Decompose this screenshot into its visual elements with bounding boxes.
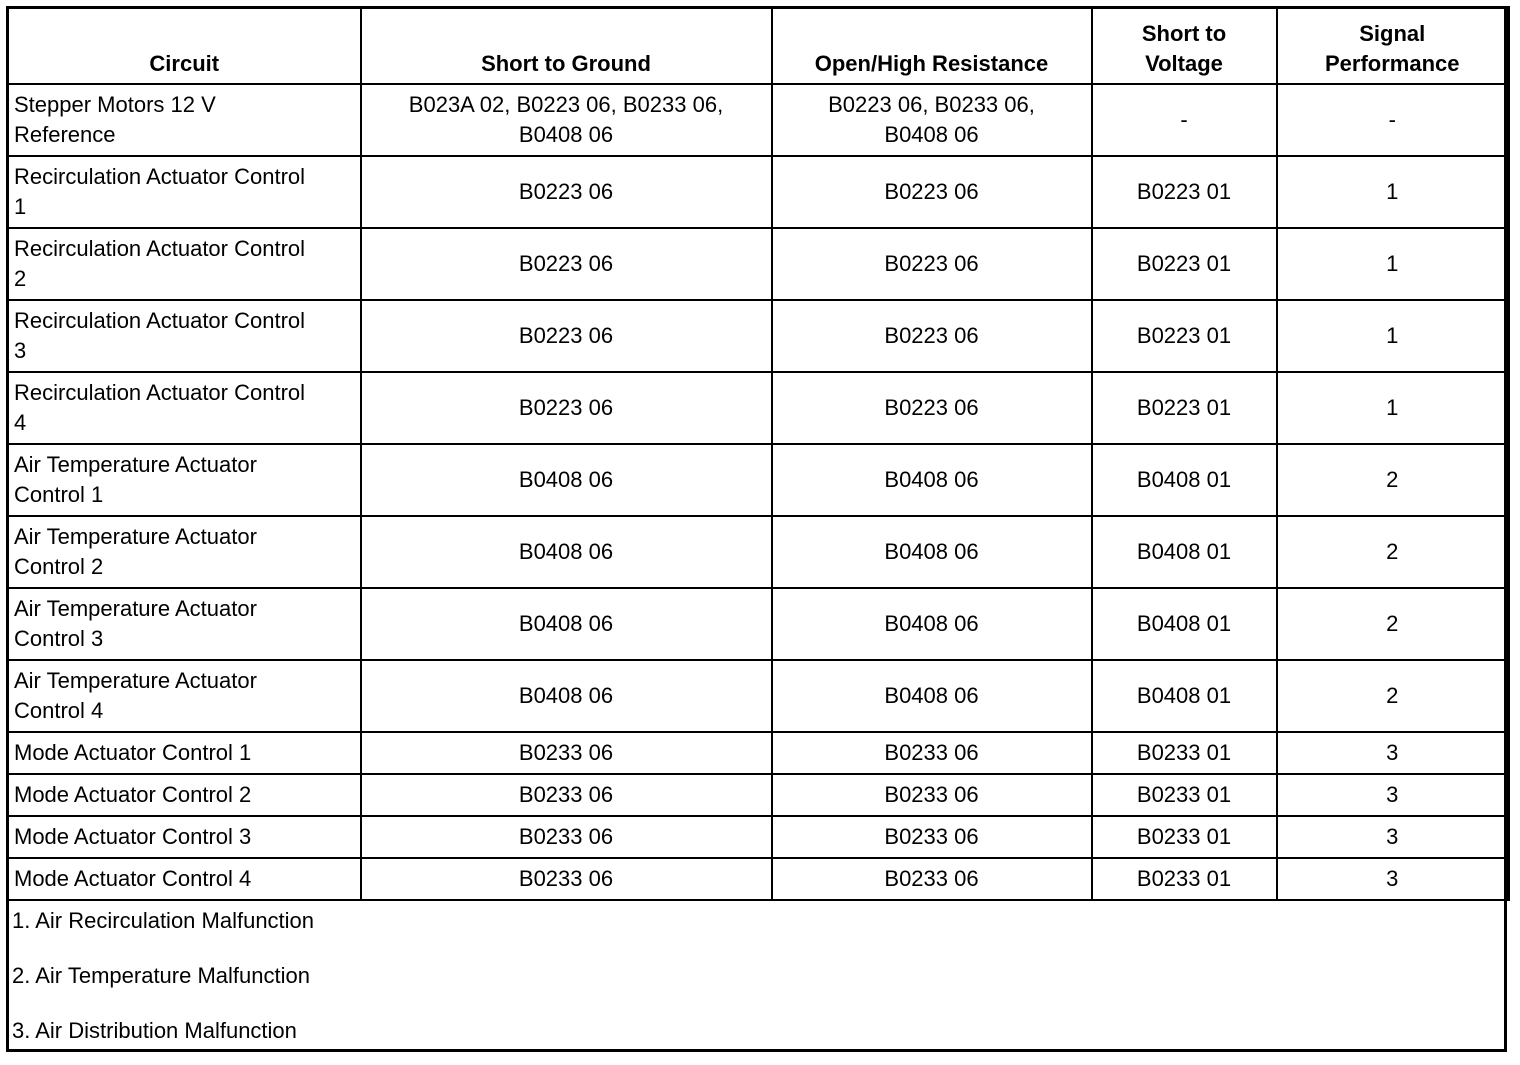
cell-short-to-ground: B0408 06 — [361, 660, 772, 732]
table-row — [8, 444, 1509, 516]
cell-short-to-voltage: B0223 01 — [1092, 300, 1277, 372]
cell-circuit: Mode Actuator Control 4 — [8, 858, 361, 900]
cell-signal-performance: 1 — [1277, 156, 1509, 228]
cell-open-high-resistance: B0223 06 — [772, 300, 1092, 372]
cell-open-high-resistance: B0223 06, B0233 06, B0408 06 — [772, 84, 1092, 156]
cell-circuit: Mode Actuator Control 1 — [8, 732, 361, 774]
cell-signal-performance: 1 — [1277, 372, 1509, 444]
table-row — [8, 84, 1509, 156]
cell-open-high-resistance: B0233 06 — [772, 732, 1092, 774]
table-row — [8, 516, 1509, 588]
table-row — [8, 156, 1509, 228]
cell-signal-performance: 2 — [1277, 588, 1509, 660]
cell-open-high-resistance: B0233 06 — [772, 774, 1092, 816]
cell-circuit: Recirculation Actuator Control 1 — [8, 156, 361, 228]
cell-circuit: Air Temperature Actuator Control 4 — [8, 660, 361, 732]
cell-short-to-voltage: - — [1092, 84, 1277, 156]
table-row — [8, 816, 1509, 858]
cell-open-high-resistance: B0233 06 — [772, 816, 1092, 858]
cell-circuit: Recirculation Actuator Control 2 — [8, 228, 361, 300]
cell-short-to-ground: B0223 06 — [361, 228, 772, 300]
cell-short-to-voltage: B0408 01 — [1092, 588, 1277, 660]
cell-circuit: Air Temperature Actuator Control 2 — [8, 516, 361, 588]
cell-short-to-voltage: B0233 01 — [1092, 816, 1277, 858]
cell-short-to-ground: B0408 06 — [361, 588, 772, 660]
cell-circuit: Air Temperature Actuator Control 1 — [8, 444, 361, 516]
cell-short-to-ground: B0408 06 — [361, 444, 772, 516]
cell-short-to-ground: B0223 06 — [361, 300, 772, 372]
cell-short-to-ground: B0233 06 — [361, 816, 772, 858]
cell-signal-performance: 1 — [1277, 228, 1509, 300]
cell-short-to-ground: B0233 06 — [361, 774, 772, 816]
header-short-to-ground: Short to Ground — [361, 8, 772, 85]
cell-short-to-ground: B0223 06 — [361, 372, 772, 444]
cell-open-high-resistance: B0233 06 — [772, 858, 1092, 900]
cell-circuit: Air Temperature Actuator Control 3 — [8, 588, 361, 660]
cell-short-to-ground: B0233 06 — [361, 858, 772, 900]
table-row — [8, 858, 1509, 900]
cell-open-high-resistance: B0223 06 — [772, 156, 1092, 228]
cell-signal-performance: 1 — [1277, 300, 1509, 372]
cell-signal-performance: - — [1277, 84, 1509, 156]
table-row — [8, 660, 1509, 732]
footnote-item: 2. Air Temperature Malfunction — [12, 963, 310, 988]
cell-short-to-voltage: B0408 01 — [1092, 660, 1277, 732]
cell-signal-performance: 3 — [1277, 732, 1509, 774]
cell-short-to-voltage: B0223 01 — [1092, 156, 1277, 228]
cell-short-to-voltage: B0233 01 — [1092, 774, 1277, 816]
cell-open-high-resistance: B0408 06 — [772, 588, 1092, 660]
cell-circuit: Recirculation Actuator Control 4 — [8, 372, 361, 444]
cell-signal-performance: 3 — [1277, 774, 1509, 816]
table-row — [8, 774, 1509, 816]
cell-open-high-resistance: B0408 06 — [772, 516, 1092, 588]
cell-short-to-voltage: B0223 01 — [1092, 228, 1277, 300]
footnotes — [12, 900, 1492, 1065]
footnote-item: 3. Air Distribution Malfunction — [12, 1018, 297, 1043]
table-row — [8, 300, 1509, 372]
cell-short-to-ground: B0408 06 — [361, 516, 772, 588]
header-circuit: Circuit — [8, 8, 361, 85]
cell-open-high-resistance: B0408 06 — [772, 444, 1092, 516]
cell-short-to-ground: B023A 02, B0223 06, B0233 06, B0408 06 — [361, 84, 772, 156]
cell-short-to-voltage: B0233 01 — [1092, 732, 1277, 774]
cell-signal-performance: 3 — [1277, 816, 1509, 858]
cell-short-to-voltage: B0408 01 — [1092, 444, 1277, 516]
table-row — [8, 588, 1509, 660]
table-row — [8, 372, 1509, 444]
cell-short-to-ground: B0223 06 — [361, 156, 772, 228]
footnote-item: 1. Air Recirculation Malfunction — [12, 908, 315, 933]
cell-circuit: Mode Actuator Control 3 — [8, 816, 361, 858]
cell-open-high-resistance: B0223 06 — [772, 228, 1092, 300]
header-short-to-voltage: Short to Voltage — [1092, 8, 1277, 85]
cell-circuit: Mode Actuator Control 2 — [8, 774, 361, 816]
table-row — [8, 228, 1509, 300]
cell-short-to-ground: B0233 06 — [361, 732, 772, 774]
cell-signal-performance: 3 — [1277, 858, 1509, 900]
cell-open-high-resistance: B0223 06 — [772, 372, 1092, 444]
cell-short-to-voltage: B0408 01 — [1092, 516, 1277, 588]
cell-short-to-voltage: B0223 01 — [1092, 372, 1277, 444]
header-open-high-resistance: Open/High Resistance — [772, 8, 1092, 85]
cell-open-high-resistance: B0408 06 — [772, 660, 1092, 732]
cell-signal-performance: 2 — [1277, 444, 1509, 516]
header-signal-performance: Signal Performance — [1277, 8, 1509, 85]
cell-circuit: Recirculation Actuator Control 3 — [8, 300, 361, 372]
cell-signal-performance: 2 — [1277, 516, 1509, 588]
header-row — [8, 8, 1509, 85]
cell-signal-performance: 2 — [1277, 660, 1509, 732]
cell-short-to-voltage: B0233 01 — [1092, 858, 1277, 900]
table-row — [8, 732, 1509, 774]
dtc-table — [6, 6, 1510, 901]
cell-circuit: Stepper Motors 12 V Reference — [8, 84, 361, 156]
